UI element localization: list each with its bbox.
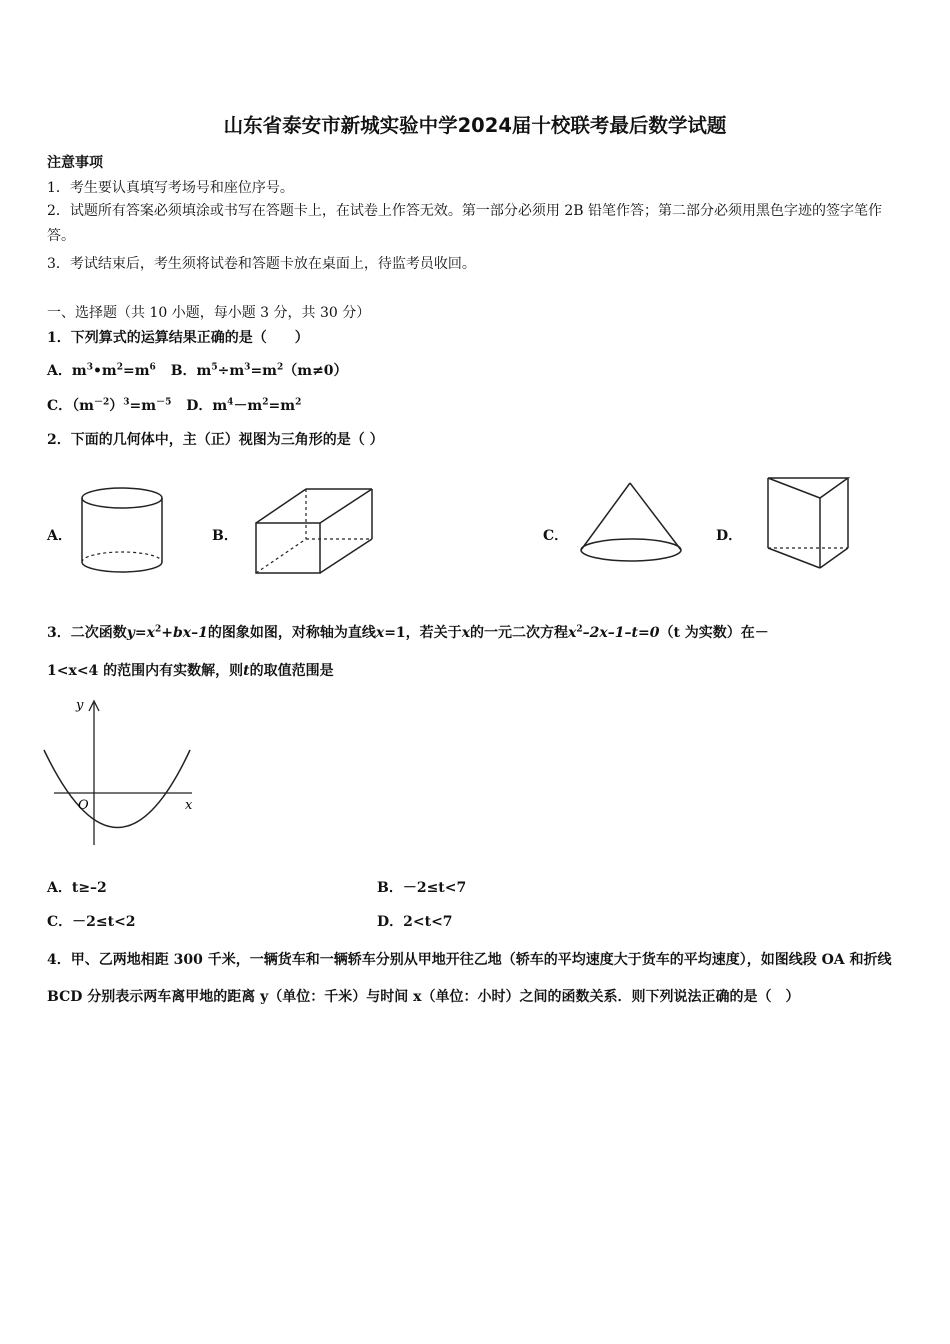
q2-option-d-label: D． xyxy=(716,528,743,544)
q1-option-a-label: A． xyxy=(47,363,72,379)
prism-figure xyxy=(762,472,857,574)
cuboid-figure xyxy=(250,485,385,580)
notice-item-1: 1．考生要认真填写考场号和座位序号。 xyxy=(47,180,294,196)
notice-item-3: 3．考试结束后，考生须将试卷和答题卡放在桌面上，待监考员收回。 xyxy=(47,256,476,272)
page-title: 山东省泰安市新城实验中学2024届十校联考最后数学试题 xyxy=(223,114,727,137)
section-heading: 一、选择题（共 10 小题，每小题 3 分，共 30 分） xyxy=(47,305,371,321)
q4-stem: 4．甲、乙两地相距 300 千米，一辆货车和一辆轿车分别从甲地开往乙地（轿车的平均速度大于货车的平均速度），如图线段 OA 和折线 BCD 分别表示两车离甲地的距离 y（单位：千米）与时间 x（单位：小时）之间的函数关系．则下列说法正确的是（ ） xyxy=(47,952,892,1005)
graph-origin-label: O xyxy=(78,798,89,813)
cylinder-figure xyxy=(75,485,175,580)
q1-stem: 1．下列算式的运算结果正确的是（ ） xyxy=(47,330,309,346)
q1-options-ab: A．$m^3•m^2=m^6$ B．$m^5\div m^3=m^2(m\ne 0)$ xyxy=(47,362,348,379)
notice-item-2: 2．试题所有答案必须填涂或书写在答题卡上，在试卷上作答无效。第一部分必须用 2B 铅笔作答；第二部分必须用黑色字迹的签字笔作答。 xyxy=(47,203,882,244)
notice-heading: 注意事项 xyxy=(47,155,103,171)
q3-stem-line2: 1<x<4 的范围内有实数解，则t的取值范围是 xyxy=(47,663,334,679)
parabola-graph xyxy=(42,695,202,855)
q3-option-d: D．2<t<7 xyxy=(377,914,453,930)
q2-stem: 2．下面的几何体中，主（正）视图为三角形的是（ ） xyxy=(47,432,384,448)
q2-option-b-label: B． xyxy=(212,528,238,544)
q3-option-b: B．－2≤t<7 xyxy=(377,880,467,896)
cone-figure xyxy=(575,478,690,573)
q3-stem-line1: 3．二次函数$y=x^2+bx-1$的图象如图，对称轴为直线x=1，若关于x的一元二次方程$x^2-2x-1-t=0(t$ 为实数）在－ xyxy=(47,624,769,641)
q3-option-c: C．－2≤t<2 xyxy=(47,914,136,930)
graph-x-label: x xyxy=(185,798,193,813)
q3-option-a: A．t≥–2 xyxy=(47,880,107,896)
q2-option-c-label: C． xyxy=(543,528,569,544)
q1-option-b-label: B． xyxy=(170,363,197,379)
graph-y-label: y xyxy=(76,698,84,713)
q2-option-a-label: A． xyxy=(47,528,72,544)
q1-options-cd: C．$(m^{-2})^3=m^{-5}$ D．$m^4-m^2=m^2$ xyxy=(47,397,302,414)
q1-option-c-label: C． xyxy=(47,398,73,414)
q1-option-d-label: D． xyxy=(186,398,213,414)
